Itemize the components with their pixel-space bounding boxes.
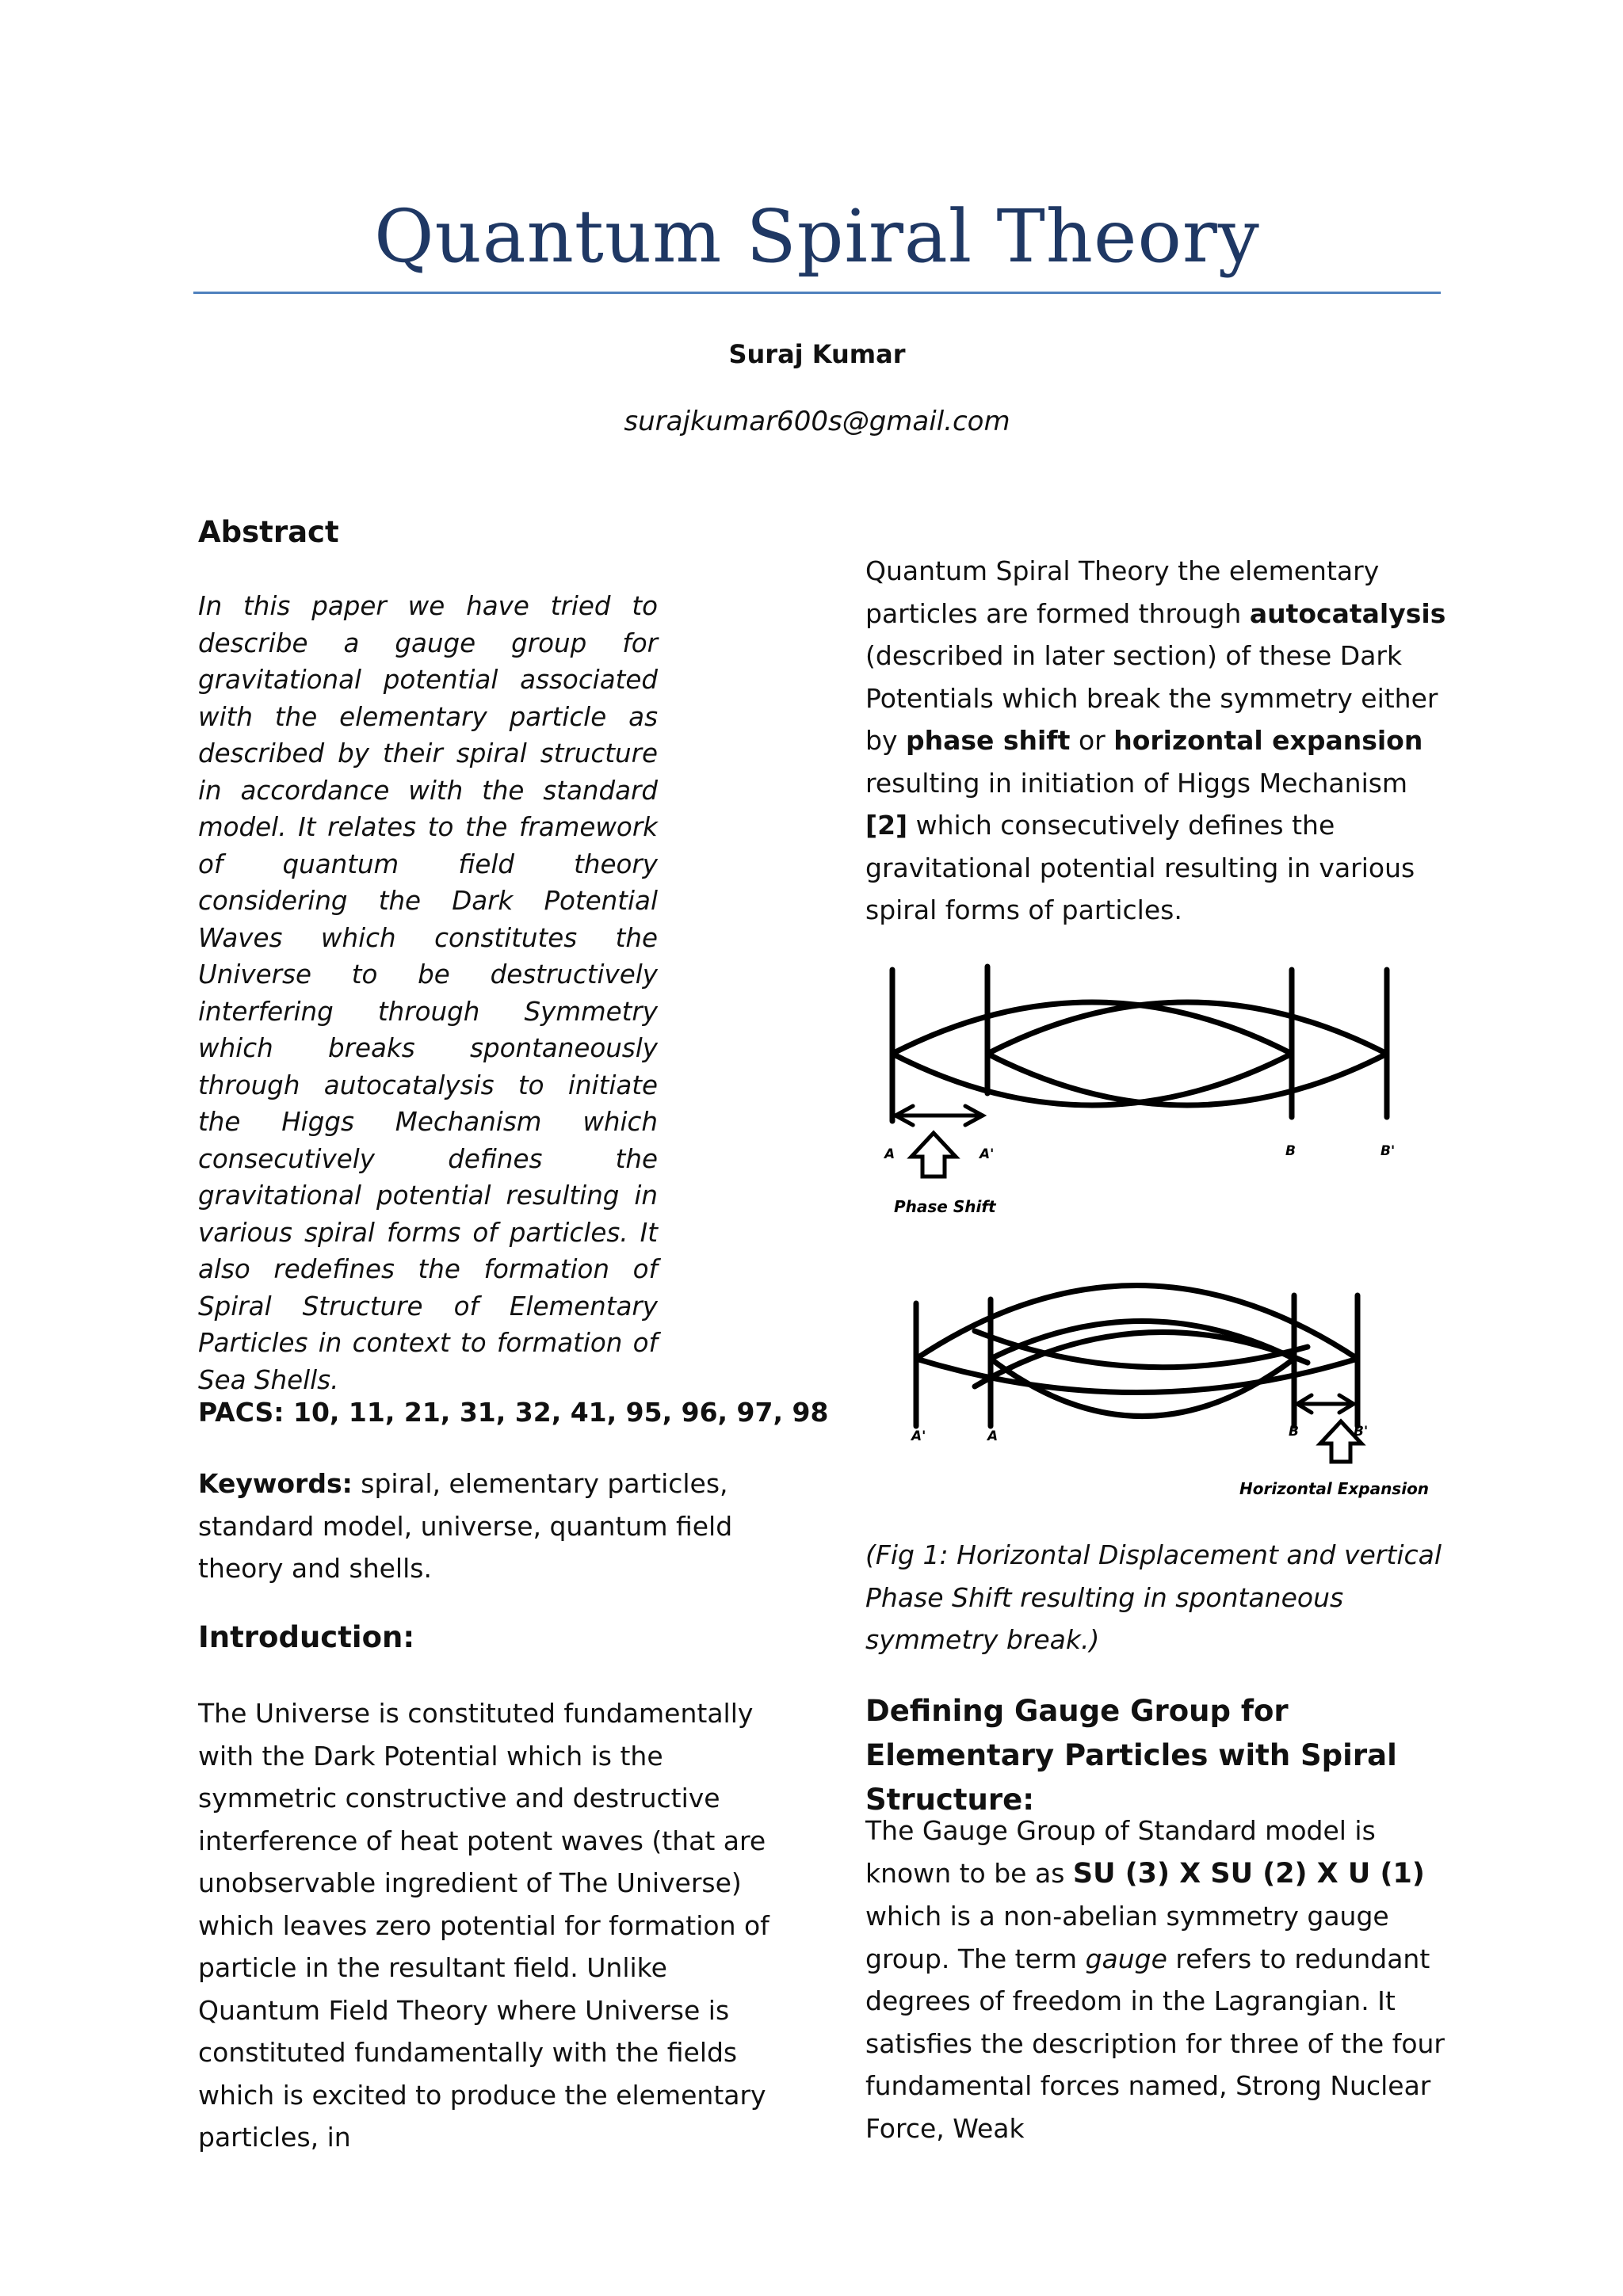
paper-title: Quantum Spiral Theory [374,194,1260,279]
label-b-prime-bottom: B' [1354,1424,1369,1440]
abstract-body: In this paper we have tried to describe a gauge group for gravitational potential associated with the elementary particle as described by their spiral structure in accordance with the standard model. It relates to the framework of quantum field theory considering the Dark Potential Waves which constitutes the Universe to be destructively interfering through Symmetry which breaks spontaneously through autocatalysis to initiate the Higgs Mechanism which consecutively defines the gravitational potential resulting in various spiral forms of particles. It also redefines the formation of Spiral Structure of Elementary Particles in context to formation of Sea Shells. [198,591,658,1395]
right-intro-paragraph [865,550,1452,932]
figure-1-diagram [856,951,1458,1505]
label-b-prime: B' [1381,1143,1396,1159]
author-email: surajkumar600s@gmail.com [624,406,1010,437]
reference-2: [2] [865,810,908,841]
label-a: A [884,1146,896,1162]
right-intro-text-1: Quantum Spiral Theory the elementary particles are formed through [865,555,1380,629]
keywords-paragraph [198,1463,769,1590]
gauge-text-2: which is a non-abelian symmetry gauge group. The term [865,1901,1389,1974]
pacs-line: PACS: 10, 11, 21, 31, 32, 41, 95, 96, 97, 98 [198,1397,829,1428]
title-divider [193,292,1441,294]
gauge-group-formula: SU (3) X SU (2) X U (1) [1072,1857,1425,1890]
introduction-body: The Universe is constituted fundamentally with the Dark Potential which is the symmetric constructive and destructive interference of heat potent waves (that are unobservable ingredient of The Universe) which leaves zero potential for formation of particle in the resultant field. Unlike Quantum Field Theory where Universe is constituted fundamentally with the fields which is excited to produce the elementary particles, in [198,1698,769,2153]
term-horizontal-expansion: horizontal expansion [1113,725,1423,756]
horizontal-expansion-label: Horizontal Expansion [1239,1479,1430,1498]
gauge-text-1: The Gauge Group of Standard model is known to be as [865,1815,1376,1889]
right-intro-text-3: or [1070,725,1114,756]
gauge-section-body [865,1810,1452,2149]
author-name: Suraj Kumar [728,339,906,369]
top-wave-2 [892,1054,1292,1105]
right-intro-text-4: resulting in initiation of Higgs Mechanism [865,767,1408,799]
abstract-heading: Abstract [198,515,339,549]
keywords-label: Keywords: [198,1468,353,1499]
keywords-text: spiral, elementary particles, standard model, universe, quantum field theory and shells. [198,1468,733,1584]
right-intro-text-2: (described in later section) of these Dark Potentials which break the symmetry either by [865,640,1438,756]
top-wave-1 [892,1002,1292,1054]
label-a-bottom: A [987,1428,999,1444]
gauge-text-3: refers to redundant degrees of freedom in the Lagrangian. It satisfies the description for three of the four fundamental forces named, Strong Nuclear Force, Weak [865,1943,1445,2144]
top-wave-3 [987,1002,1387,1054]
label-b-bottom: B [1289,1424,1299,1440]
phase-shift-label: Phase Shift [894,1197,996,1216]
label-b: B [1285,1143,1296,1159]
introduction-heading: Introduction: [198,1620,415,1654]
top-wave-4 [987,1054,1387,1105]
label-a-prime: A' [980,1146,995,1162]
term-gauge: gauge [1085,1943,1167,1974]
term-phase-shift: phase shift [905,725,1071,756]
right-intro-text-5: which consecutively defines the gravitational potential resulting in various spiral forms of particles. [865,810,1415,925]
label-a-prime-bottom: A' [911,1428,926,1444]
figure-caption: (Fig 1: Horizontal Displacement and vertical Phase Shift resulting in spontaneous symmetry break.) [865,1539,1442,1655]
arrow-up-icon [911,1133,956,1177]
gauge-section-heading: Defining Gauge Group for Elementary Particles with Spiral Structure: [865,1694,1397,1817]
term-autocatalysis: autocatalysis [1249,597,1446,629]
